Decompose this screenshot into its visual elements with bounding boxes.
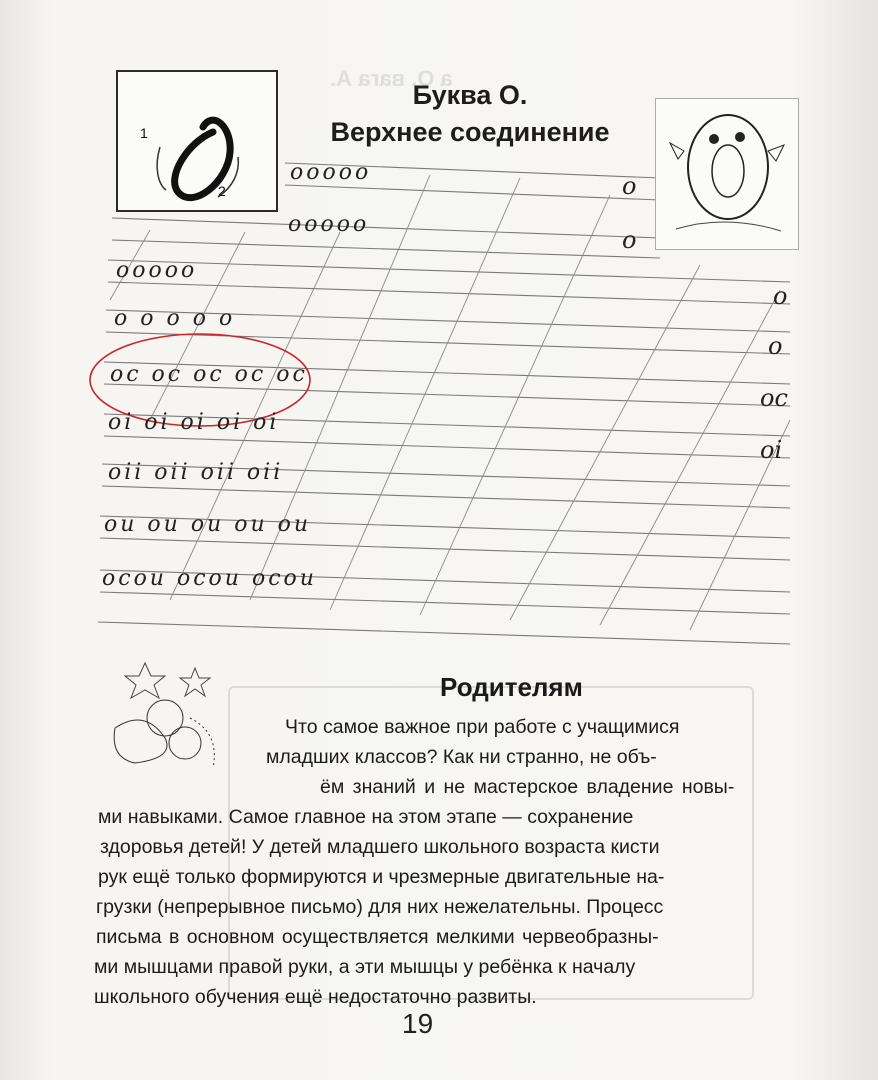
- slant-line: [510, 265, 700, 620]
- rule-line: [104, 384, 790, 406]
- parents-text-line: письма в основном осуществляется мелкими червеобразны-: [96, 926, 659, 948]
- parents-section-title: Родителям: [440, 672, 583, 702]
- parents-text-line: ми навыками. Самое главное на этом этапе — сохранение: [98, 806, 634, 828]
- parents-text-line: Что самое важное при работе с учащимися: [285, 716, 680, 738]
- letter-character-illustration: [655, 98, 799, 250]
- parents-text-line: младших классов? Как ни странно, не объ-: [266, 746, 657, 768]
- stroke-arrow-1: [157, 147, 166, 190]
- writing-row-sample: ooooo: [288, 212, 370, 237]
- title-line-1: Буква О.: [412, 80, 528, 110]
- writing-row-end: o: [622, 172, 637, 200]
- slant-line: [330, 178, 520, 610]
- writing-row-sample: oc oc oc oc oc: [110, 362, 308, 387]
- parents-text-line: здоровья детей! У детей младшего школьного возраста кисти: [100, 836, 660, 858]
- page-number: 19: [402, 1008, 434, 1039]
- letter-model-box: [116, 70, 278, 212]
- writing-row-end: oi: [760, 436, 783, 464]
- title-line-2: Верхнее соединение: [330, 117, 610, 147]
- bleed-through-text: а О. вага А.: [330, 66, 453, 91]
- character-drawing: [656, 99, 798, 249]
- letter-o-stroke-diagram: [118, 72, 276, 210]
- star-icon: [125, 663, 165, 698]
- slant-line: [420, 195, 610, 615]
- writing-row-sample: o o o o o: [114, 306, 236, 331]
- rule-line: [100, 538, 790, 560]
- writing-row-sample: ooooo: [116, 258, 198, 283]
- stroke-label-1: 1: [140, 125, 148, 141]
- page-title: [300, 80, 640, 148]
- rule-line: [285, 185, 660, 200]
- writing-row-end: o: [622, 226, 637, 254]
- children-illustration: [95, 648, 235, 778]
- writing-row-end: o: [773, 282, 788, 310]
- parents-text-line: школьного обучения ещё недостаточно развиты.: [94, 986, 537, 1008]
- rule-line: [98, 622, 790, 644]
- rule-line: [100, 592, 790, 614]
- rule-line: [106, 332, 790, 354]
- writing-row-sample: oi oi oi oi oi: [108, 410, 280, 435]
- writing-row-sample: ocou ocou ocou: [102, 566, 317, 591]
- rule-line: [108, 260, 790, 282]
- rule-line: [112, 240, 660, 258]
- star-icon: [180, 668, 210, 696]
- parents-text-line: грузки (непрерывное письмо) для них нежелательны. Процесс: [96, 896, 664, 918]
- parents-text-line: ми мышцами правой руки, а эти мышцы у ребёнка к началу: [94, 956, 636, 978]
- slant-line: [600, 290, 783, 625]
- writing-row-sample: ooooo: [290, 160, 372, 185]
- parents-text-line: ём знаний и не мастерское владение новы-: [320, 776, 735, 798]
- rule-line: [102, 486, 790, 508]
- writing-row-sample: oii oii oii oii: [108, 460, 284, 485]
- parents-text-line: рук ещё только формируются и чрезмерные двигательные на-: [98, 866, 665, 888]
- writing-row-end: o: [768, 332, 783, 360]
- rule-line: [112, 218, 660, 238]
- writing-row-end: oc: [760, 384, 788, 412]
- writing-row-sample: ou ou ou ou ou: [104, 512, 312, 537]
- rule-line: [104, 436, 790, 458]
- stroke-label-2: 2: [218, 183, 226, 199]
